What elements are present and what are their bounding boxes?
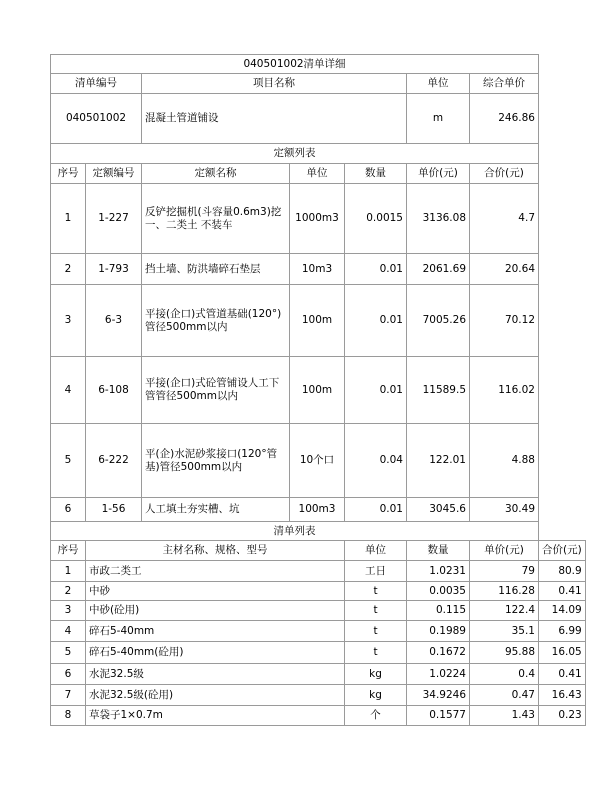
material-col-price: 单价(元) (470, 541, 539, 561)
quota-row (51, 254, 586, 285)
material-qty: 1.0224 (407, 664, 470, 685)
material-header-row (51, 541, 586, 561)
quota-price: 2061.69 (407, 254, 470, 285)
material-row (51, 685, 586, 706)
quota-col-unit: 单位 (290, 164, 345, 184)
item-unit: m (407, 94, 470, 144)
material-unit: kg (345, 664, 407, 685)
material-no: 5 (51, 642, 86, 664)
material-unit: kg (345, 685, 407, 706)
material-no: 3 (51, 601, 86, 621)
material-total: 0.23 (539, 706, 586, 726)
header-unit-label: 单位 (407, 74, 470, 94)
item-price: 246.86 (470, 94, 539, 144)
material-qty: 0.0035 (407, 582, 470, 601)
material-row (51, 621, 586, 642)
material-name: 草袋子1×0.7m (86, 706, 345, 726)
material-unit: t (345, 582, 407, 601)
material-name: 碎石5-40mm(砼用) (86, 642, 345, 664)
material-total: 16.43 (539, 685, 586, 706)
quota-col-name: 定额名称 (142, 164, 290, 184)
quota-code: 6-222 (86, 424, 142, 498)
quota-total: 30.49 (470, 498, 539, 522)
material-total: 0.41 (539, 582, 586, 601)
quota-code: 6-3 (86, 285, 142, 357)
header-code-label: 清单编号 (51, 74, 142, 94)
material-qty: 1.0231 (407, 561, 470, 582)
quota-total: 4.88 (470, 424, 539, 498)
material-col-unit: 单位 (345, 541, 407, 561)
material-qty: 0.115 (407, 601, 470, 621)
material-row (51, 664, 586, 685)
quota-no: 2 (51, 254, 86, 285)
quota-price: 11589.5 (407, 357, 470, 424)
quota-code: 1-227 (86, 184, 142, 254)
quota-no: 4 (51, 357, 86, 424)
item-name: 混凝土管道铺设 (142, 94, 407, 144)
quota-code: 6-108 (86, 357, 142, 424)
item-code: 040501002 (51, 94, 142, 144)
material-no: 4 (51, 621, 86, 642)
material-total: 14.09 (539, 601, 586, 621)
page-title: 040501002清单详细 (51, 55, 539, 74)
quota-name: 平(企)水泥砂浆接口(120°管基)管径500mm以内 (142, 424, 290, 498)
material-unit: 工日 (345, 561, 407, 582)
material-qty: 0.1672 (407, 642, 470, 664)
quota-row (51, 357, 586, 424)
quota-col-qty: 数量 (345, 164, 407, 184)
material-price: 116.28 (470, 582, 539, 601)
material-unit: t (345, 601, 407, 621)
material-name: 中砂 (86, 582, 345, 601)
material-no: 7 (51, 685, 86, 706)
material-total: 80.9 (539, 561, 586, 582)
material-price: 35.1 (470, 621, 539, 642)
quota-col-price: 单价(元) (407, 164, 470, 184)
quota-qty: 0.01 (345, 498, 407, 522)
quota-col-no: 序号 (51, 164, 86, 184)
quota-row (51, 498, 586, 522)
quota-header-row (51, 164, 586, 184)
material-row (51, 642, 586, 664)
material-qty: 0.1577 (407, 706, 470, 726)
material-price: 0.4 (470, 664, 539, 685)
quota-row (51, 285, 586, 357)
material-name: 水泥32.5级(砼用) (86, 685, 345, 706)
quota-no: 5 (51, 424, 86, 498)
material-unit: 个 (345, 706, 407, 726)
material-price: 1.43 (470, 706, 539, 726)
quota-name: 平接(企口)式砼管铺设人工下管管径500mm以内 (142, 357, 290, 424)
quota-unit: 10m3 (290, 254, 345, 285)
material-unit: t (345, 642, 407, 664)
quota-no: 6 (51, 498, 86, 522)
material-price: 79 (470, 561, 539, 582)
material-col-name: 主材名称、规格、型号 (86, 541, 345, 561)
quota-qty: 0.01 (345, 357, 407, 424)
material-name: 市政二类工 (86, 561, 345, 582)
quota-price: 7005.26 (407, 285, 470, 357)
quota-col-total: 合价(元) (470, 164, 539, 184)
material-price: 95.88 (470, 642, 539, 664)
header-name-label: 项目名称 (142, 74, 407, 94)
material-unit: t (345, 621, 407, 642)
quota-row (51, 184, 586, 254)
quota-name: 挡土墙、防洪墙碎石垫层 (142, 254, 290, 285)
material-qty: 0.1989 (407, 621, 470, 642)
material-row (51, 582, 586, 601)
quota-total: 70.12 (470, 285, 539, 357)
material-total: 6.99 (539, 621, 586, 642)
material-col-qty: 数量 (407, 541, 470, 561)
quota-price: 122.01 (407, 424, 470, 498)
header-price-label: 综合单价 (470, 74, 539, 94)
quota-no: 3 (51, 285, 86, 357)
material-total: 16.05 (539, 642, 586, 664)
quota-name: 人工填土夯实槽、坑 (142, 498, 290, 522)
material-col-total: 合价(元) (539, 541, 586, 561)
quota-total: 4.7 (470, 184, 539, 254)
quota-unit: 100m3 (290, 498, 345, 522)
quota-no: 1 (51, 184, 86, 254)
material-no: 1 (51, 561, 86, 582)
material-price: 122.4 (470, 601, 539, 621)
quota-qty: 0.04 (345, 424, 407, 498)
quota-qty: 0.0015 (345, 184, 407, 254)
quota-row (51, 424, 586, 498)
material-row (51, 601, 586, 621)
quota-unit: 1000m3 (290, 184, 345, 254)
quota-code: 1-56 (86, 498, 142, 522)
quota-name: 平接(企口)式管道基础(120°)管径500mm以内 (142, 285, 290, 357)
material-row (51, 706, 586, 726)
material-price: 0.47 (470, 685, 539, 706)
material-total: 0.41 (539, 664, 586, 685)
quota-unit: 10个口 (290, 424, 345, 498)
quota-qty: 0.01 (345, 254, 407, 285)
material-name: 中砂(砼用) (86, 601, 345, 621)
material-no: 6 (51, 664, 86, 685)
bill-detail-table (50, 54, 586, 726)
material-no: 8 (51, 706, 86, 726)
material-qty: 34.9246 (407, 685, 470, 706)
quota-total: 116.02 (470, 357, 539, 424)
material-name: 碎石5-40mm (86, 621, 345, 642)
quota-code: 1-793 (86, 254, 142, 285)
material-row (51, 561, 586, 582)
quota-unit: 100m (290, 285, 345, 357)
quota-qty: 0.01 (345, 285, 407, 357)
quota-price: 3045.6 (407, 498, 470, 522)
material-section-title: 清单列表 (51, 522, 539, 541)
quota-total: 20.64 (470, 254, 539, 285)
quota-name: 反铲挖掘机(斗容量0.6m3)挖一、二类土 不装车 (142, 184, 290, 254)
quota-section-title: 定额列表 (51, 144, 539, 164)
material-no: 2 (51, 582, 86, 601)
quota-price: 3136.08 (407, 184, 470, 254)
material-name: 水泥32.5级 (86, 664, 345, 685)
quota-col-code: 定额编号 (86, 164, 142, 184)
quota-unit: 100m (290, 357, 345, 424)
material-col-no: 序号 (51, 541, 86, 561)
